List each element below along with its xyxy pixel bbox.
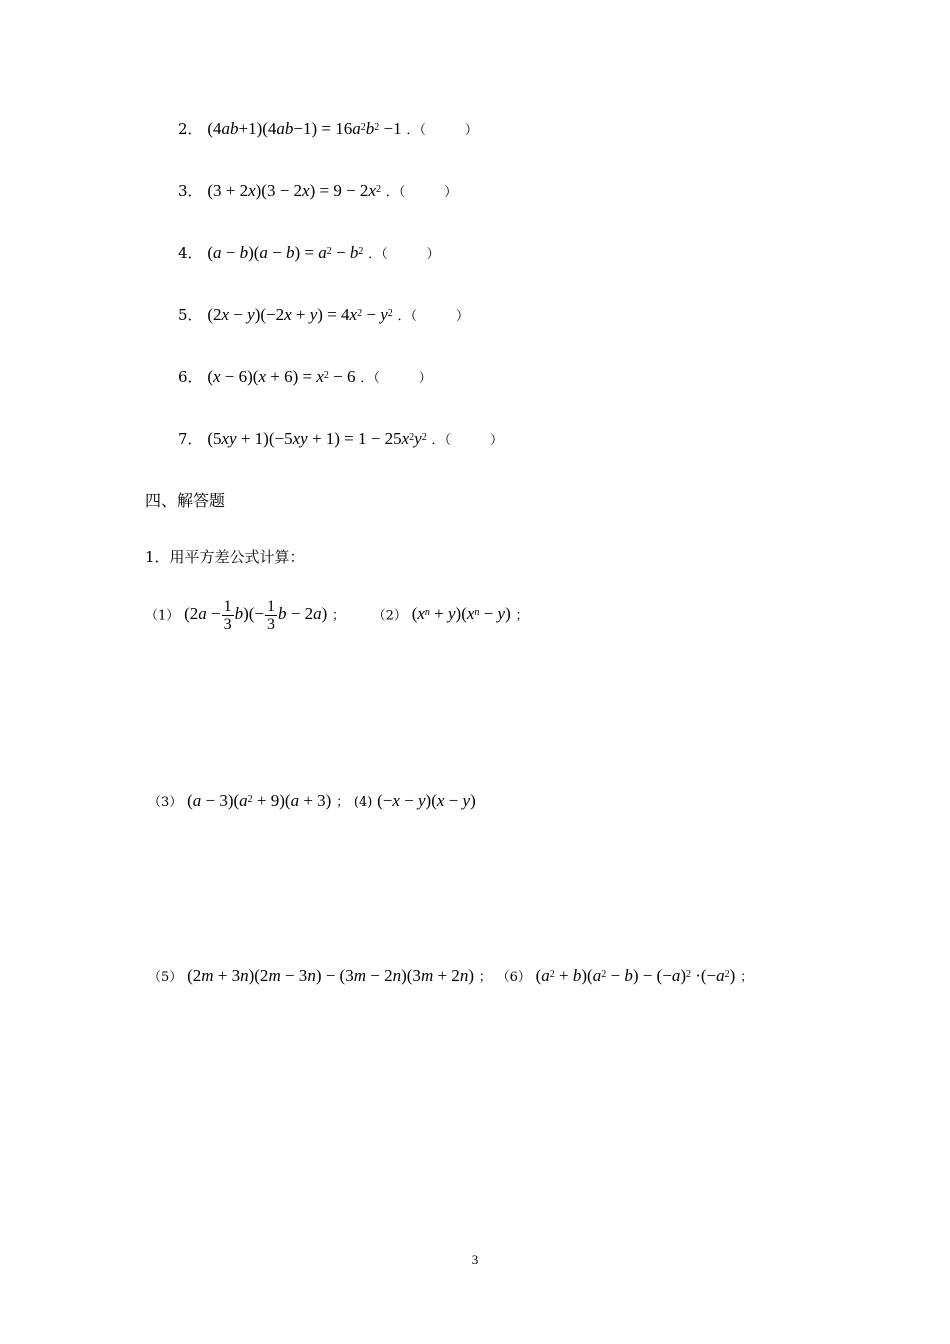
item-expression: $(4ab+1)(4ab-1) = 16a^2b^2 -1$ <box>207 119 402 138</box>
problem-6-label: （6） <box>496 970 531 985</box>
problem-6-expression: $(a^2 + b)(a^2 - b) - (-a)^2 \cdot(-a^2)$ <box>535 966 736 985</box>
answer-blank: ．（ ） <box>431 433 504 448</box>
item-5 <box>178 304 469 325</box>
separator: ； <box>336 795 350 810</box>
problem-2-expression: $(x^n + y)(x^n - y)$ <box>411 604 511 624</box>
problem-4-label: (4) <box>353 795 373 810</box>
answer-blank: ．（ ） <box>397 309 470 324</box>
item-expression: $(5xy + 1)(-5xy + 1) = 1 - 25x^2y^2$ <box>207 429 427 448</box>
separator: ； <box>515 608 529 624</box>
item-3 <box>178 180 457 201</box>
item-7 <box>178 428 503 449</box>
separator: ； <box>332 608 346 624</box>
page-number: 3 <box>471 1252 479 1267</box>
problem-2-label: （2） <box>372 608 407 624</box>
section-title: 四、解答题 <box>145 491 226 510</box>
answer-blank: ．（ ） <box>360 371 432 386</box>
item-expression: $(a - b)(a - b) = a^2 - b^2$ <box>207 243 364 262</box>
answer-blank: ．（ ） <box>385 185 458 200</box>
question-1: 1．用平方差公式计算： <box>145 548 305 566</box>
item-number: 3． <box>178 182 203 200</box>
separator: ； <box>740 970 754 985</box>
item-4 <box>178 242 440 263</box>
problem-5-expression: (2m + 3n)(2m − 3n) − (3m − 2n)(3m + 2n) <box>187 966 474 985</box>
problem-1-label: （1） <box>145 608 180 624</box>
item-6 <box>178 366 432 387</box>
item-expression: $(x - 6)(x + 6) = x^2 - 6$ <box>207 367 356 386</box>
item-number: 6． <box>178 368 203 386</box>
item-expression: $(2x - y)(-2x + y) = 4x^2 - y^2$ <box>207 305 393 324</box>
problem-4-expression: (−x − y)(x − y) <box>377 791 476 810</box>
problem-row-2 <box>148 791 476 811</box>
problem-3-label: （3） <box>148 795 183 810</box>
problem-3-expression: $(a - 3)(a^2 + 9)(a + 3)$ <box>187 791 332 810</box>
problem-row-1 <box>145 598 529 633</box>
problem-1-expression: (2a − $\frac{1}{3}$ b)(− $\frac{1}{3}$ b − 2a) <box>184 598 328 633</box>
separator: ； <box>478 970 492 985</box>
answer-blank: ．（ ） <box>406 123 478 138</box>
problem-row-3 <box>148 966 753 986</box>
item-number: 2． <box>178 120 203 138</box>
item-expression: $(3 + 2x)(3 - 2x) = 9 - 2x^2$ <box>207 181 381 200</box>
answer-blank: ．（ ） <box>368 247 440 262</box>
item-number: 5． <box>178 306 203 324</box>
problem-5-label: （5） <box>148 970 183 985</box>
item-number: 7． <box>178 430 203 448</box>
item-number: 4． <box>178 244 203 262</box>
item-2 <box>178 118 478 139</box>
